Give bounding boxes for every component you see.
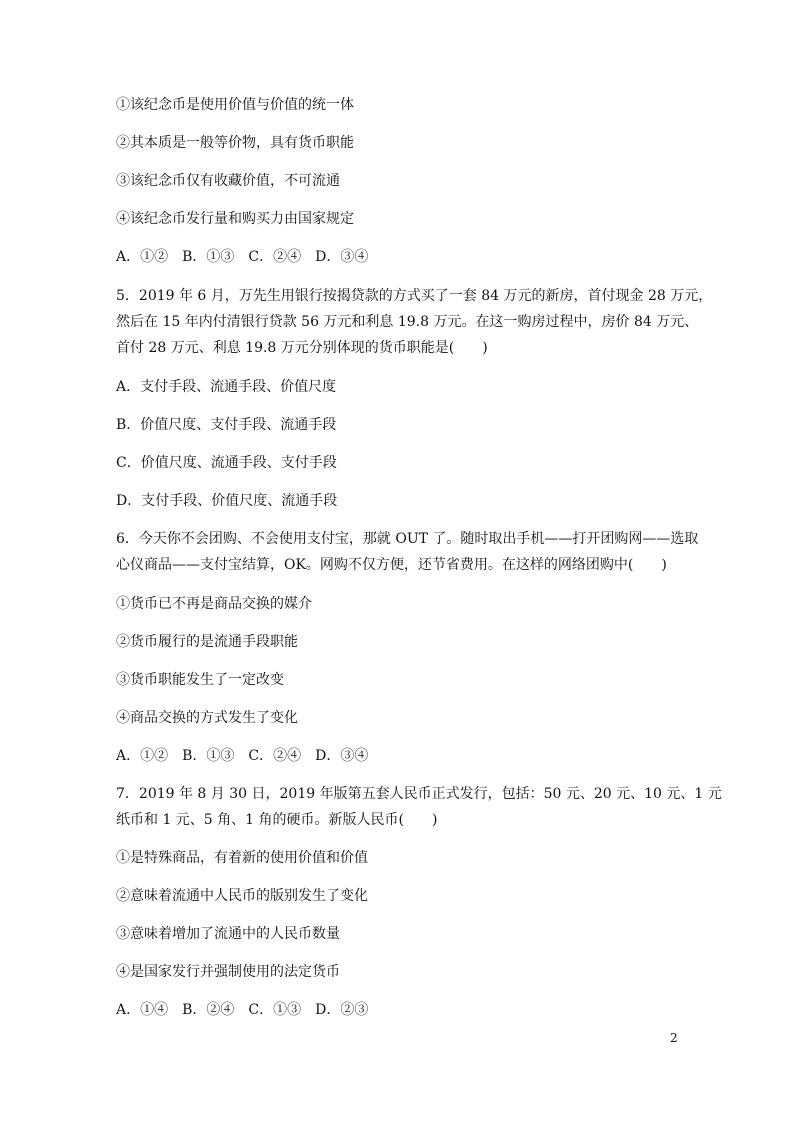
question-5-line-3: 首付 28 万元、利息 19.8 万元分别体现的货币职能是( )	[116, 340, 488, 356]
question-6-line-2: 心仪商品——支付宝结算，OK。网购不仅方便，还节省费用。在这样的网络团购中( )	[116, 557, 667, 573]
question-7-line-1: 7．2019 年 8 月 30 日，2019 年版第五套人民币正式发行，包括：50 元、20 元、10 元、1 元	[116, 786, 722, 802]
question-5-option-c: C．价值尺度、流通手段、支付手段	[116, 455, 337, 471]
question-6-line-1: 6．今天你不会团购、不会使用支付宝，那就 OUT 了。随时取出手机——打开团购网——选取	[116, 531, 699, 547]
statement-4: ④该纪念币发行量和购买力由国家规定	[116, 211, 354, 227]
question-5-option-a: A．支付手段、流通手段、价值尺度	[116, 379, 337, 395]
question-5-line-2: 然后在 15 年内付清银行贷款 56 万元和利息 19.8 万元。在这一购房过程中，房价 84 万元、	[116, 314, 699, 330]
question-7-statement-1: ①是特殊商品，有着新的使用价值和价值	[116, 850, 368, 866]
question-6-statement-2: ②货币履行的是流通手段职能	[116, 634, 298, 650]
statement-3: ③该纪念币仅有收藏价值，不可流通	[116, 173, 340, 189]
page-number: 2	[670, 1031, 678, 1045]
question-6-statement-3: ③货币职能发生了一定改变	[116, 672, 284, 688]
question-7-statement-3: ③意味着增加了流通中的人民币数量	[116, 926, 340, 942]
question-7-statement-4: ④是国家发行并强制使用的法定货币	[116, 964, 340, 980]
answer-options-q6: A．①② B．①③ C．②④ D．③④	[116, 748, 369, 764]
statement-2: ②其本质是一般等价物，具有货币职能	[116, 135, 354, 151]
answer-options-q4: A．①② B．①③ C．②④ D．③④	[116, 249, 369, 265]
question-6-statement-1: ①货币已不再是商品交换的媒介	[116, 596, 312, 612]
question-7-statement-2: ②意味着流通中人民币的版别发生了变化	[116, 888, 368, 904]
question-6-statement-4: ④商品交换的方式发生了变化	[116, 710, 298, 726]
question-5-option-d: D．支付手段、价值尺度、流通手段	[116, 493, 338, 509]
question-7-line-2: 纸币和 1 元、5 角、1 角的硬币。新版人民币( )	[116, 812, 438, 828]
answer-options-q7: A．①④ B．②④ C．①③ D．②③	[116, 1002, 369, 1018]
statement-1: ①该纪念币是使用价值与价值的统一体	[116, 97, 354, 113]
question-5-option-b: B．价值尺度、支付手段、流通手段	[116, 417, 337, 433]
question-5-line-1: 5．2019 年 6 月，万先生用银行按揭贷款的方式买了一套 84 万元的新房，首付现金 28 万元，	[116, 288, 713, 304]
